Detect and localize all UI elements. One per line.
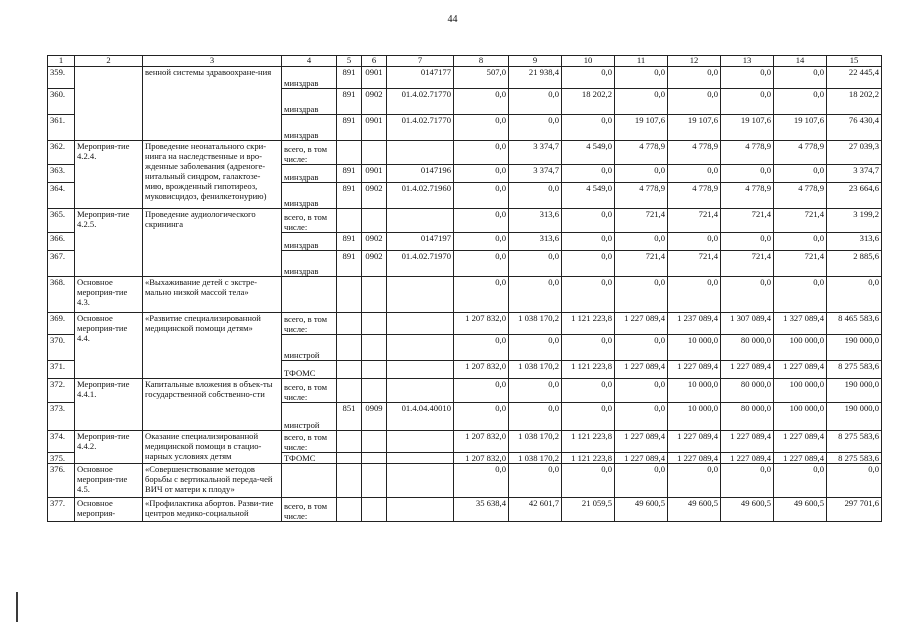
- measure-description: Капитальные вложения в объек-ты государственной собственно-сти: [143, 379, 282, 431]
- value-cell-col-15: 190 000,0: [827, 335, 882, 361]
- value-cell-col-14: 0,0: [774, 277, 827, 313]
- code-target-article: [387, 379, 454, 403]
- value-cell-col-8: 0,0: [454, 115, 509, 141]
- code-grbs: 891: [337, 233, 362, 251]
- funding-source: минздрав: [282, 165, 337, 183]
- code-target-article: [387, 313, 454, 335]
- row-number: 372.: [48, 379, 75, 403]
- code-target-article: 0147197: [387, 233, 454, 251]
- row-number: 368.: [48, 277, 75, 313]
- measure-name: Мероприя-тие 4.2.4.: [75, 141, 143, 209]
- value-cell-col-14: 1 227 089,4: [774, 453, 827, 464]
- row-number: 365.: [48, 209, 75, 233]
- code-target-article: [387, 431, 454, 453]
- value-cell-col-12: 0,0: [668, 464, 721, 498]
- funding-source: минстрой: [282, 335, 337, 361]
- code-section: [362, 498, 387, 522]
- value-cell-col-9: 313,6: [509, 209, 562, 233]
- code-grbs: [337, 431, 362, 453]
- value-cell-col-8: 0,0: [454, 141, 509, 165]
- value-cell-col-12: 4 778,9: [668, 183, 721, 209]
- value-cell-col-9: 0,0: [509, 379, 562, 403]
- funding-source: минздрав: [282, 115, 337, 141]
- code-target-article: 01.4.04.40010: [387, 403, 454, 431]
- scan-edge-mark: [16, 592, 18, 622]
- code-grbs: [337, 141, 362, 165]
- value-cell-col-10: 0,0: [562, 209, 615, 233]
- value-cell-col-14: 4 778,9: [774, 183, 827, 209]
- code-section: [362, 335, 387, 361]
- measure-name: [75, 67, 143, 141]
- value-cell-col-8: 0,0: [454, 209, 509, 233]
- code-grbs: [337, 361, 362, 379]
- value-cell-col-13: 1 307 089,4: [721, 313, 774, 335]
- measure-description: «Профилактика абортов. Разви-тие центров медико-социальной: [143, 498, 282, 522]
- code-grbs: [337, 335, 362, 361]
- row-number: 364.: [48, 183, 75, 209]
- value-cell-col-11: 0,0: [615, 89, 668, 115]
- value-cell-col-12: 721,4: [668, 251, 721, 277]
- value-cell-col-11: 1 227 089,4: [615, 361, 668, 379]
- value-cell-col-12: 1 227 089,4: [668, 431, 721, 453]
- measure-description: «Развитие специализированной медицинской помощи детям»: [143, 313, 282, 379]
- value-cell-col-10: 0,0: [562, 165, 615, 183]
- value-cell-col-8: 1 207 832,0: [454, 453, 509, 464]
- row-number: 370.: [48, 335, 75, 361]
- funding-source: всего, в том числе:: [282, 209, 337, 233]
- code-grbs: 891: [337, 67, 362, 89]
- code-section: 0902: [362, 251, 387, 277]
- value-cell-col-11: 1 227 089,4: [615, 431, 668, 453]
- code-grbs: [337, 277, 362, 313]
- funding-source: минздрав: [282, 251, 337, 277]
- value-cell-col-15: 18 202,2: [827, 89, 882, 115]
- value-cell-col-12: 10 000,0: [668, 335, 721, 361]
- value-cell-col-10: 18 202,2: [562, 89, 615, 115]
- code-section: 0902: [362, 183, 387, 209]
- value-cell-col-13: 4 778,9: [721, 141, 774, 165]
- value-cell-col-14: 1 227 089,4: [774, 431, 827, 453]
- value-cell-col-15: 3 199,2: [827, 209, 882, 233]
- value-cell-col-12: 0,0: [668, 165, 721, 183]
- measure-description: «Выхаживание детей с экстре-мально низкой массой тела»: [143, 277, 282, 313]
- code-target-article: 01.4.02.71960: [387, 183, 454, 209]
- value-cell-col-12: 10 000,0: [668, 403, 721, 431]
- value-cell-col-15: 8 275 583,6: [827, 361, 882, 379]
- row-number: 359.: [48, 67, 75, 89]
- value-cell-col-9: 1 038 170,2: [509, 361, 562, 379]
- value-cell-col-10: 1 121 223,8: [562, 313, 615, 335]
- code-target-article: [387, 277, 454, 313]
- value-cell-col-13: 19 107,6: [721, 115, 774, 141]
- value-cell-col-10: 0,0: [562, 115, 615, 141]
- code-section: [362, 464, 387, 498]
- table-row: [48, 277, 882, 313]
- code-grbs: 891: [337, 89, 362, 115]
- measure-name: Основное мероприя-тие 4.3.: [75, 277, 143, 313]
- value-cell-col-8: 1 207 832,0: [454, 313, 509, 335]
- code-section: [362, 209, 387, 233]
- code-section: [362, 141, 387, 165]
- code-target-article: 01.4.02.71770: [387, 89, 454, 115]
- header-cell-11: 11: [615, 56, 668, 67]
- header-cell-12: 12: [668, 56, 721, 67]
- header-cell-4: 4: [282, 56, 337, 67]
- code-section: [362, 379, 387, 403]
- code-grbs: [337, 464, 362, 498]
- header-cell-6: 6: [362, 56, 387, 67]
- value-cell-col-11: 49 600,5: [615, 498, 668, 522]
- value-cell-col-13: 0,0: [721, 464, 774, 498]
- value-cell-col-8: 0,0: [454, 165, 509, 183]
- value-cell-col-14: 100 000,0: [774, 379, 827, 403]
- funding-source: минздрав: [282, 183, 337, 209]
- row-number: 367.: [48, 251, 75, 277]
- code-grbs: [337, 379, 362, 403]
- value-cell-col-10: 0,0: [562, 379, 615, 403]
- row-number: 371.: [48, 361, 75, 379]
- measure-name: Основное мероприя-тие 4.5.: [75, 464, 143, 498]
- code-target-article: [387, 464, 454, 498]
- table-row: [48, 464, 882, 498]
- value-cell-col-10: 21 059,5: [562, 498, 615, 522]
- value-cell-col-12: 0,0: [668, 89, 721, 115]
- value-cell-col-13: 4 778,9: [721, 183, 774, 209]
- code-grbs: [337, 313, 362, 335]
- value-cell-col-15: 190 000,0: [827, 403, 882, 431]
- funding-source: всего, в том числе:: [282, 498, 337, 522]
- value-cell-col-9: 1 038 170,2: [509, 453, 562, 464]
- code-target-article: 0147196: [387, 165, 454, 183]
- header-cell-1: 1: [48, 56, 75, 67]
- code-section: [362, 313, 387, 335]
- header-cell-10: 10: [562, 56, 615, 67]
- funding-source: минздрав: [282, 89, 337, 115]
- funding-source: всего, в том числе:: [282, 431, 337, 453]
- value-cell-col-9: 0,0: [509, 335, 562, 361]
- value-cell-col-12: 1 227 089,4: [668, 453, 721, 464]
- value-cell-col-15: 190 000,0: [827, 379, 882, 403]
- code-target-article: [387, 141, 454, 165]
- header-cell-8: 8: [454, 56, 509, 67]
- value-cell-col-15: 297 701,6: [827, 498, 882, 522]
- value-cell-col-14: 0,0: [774, 165, 827, 183]
- value-cell-col-15: 27 039,3: [827, 141, 882, 165]
- value-cell-col-8: 0,0: [454, 335, 509, 361]
- funding-source: всего, в том числе:: [282, 313, 337, 335]
- measure-description: «Совершенствование методов борьбы с вертикальной переда-чей ВИЧ от матери к плоду»: [143, 464, 282, 498]
- table-body: [48, 56, 882, 522]
- value-cell-col-9: 0,0: [509, 115, 562, 141]
- code-section: [362, 431, 387, 453]
- code-grbs: 891: [337, 115, 362, 141]
- row-number: 369.: [48, 313, 75, 335]
- value-cell-col-15: 8 465 583,6: [827, 313, 882, 335]
- code-target-article: [387, 361, 454, 379]
- value-cell-col-13: 721,4: [721, 251, 774, 277]
- row-number: 362.: [48, 141, 75, 165]
- code-target-article: [387, 453, 454, 464]
- code-grbs: 891: [337, 183, 362, 209]
- row-number: 360.: [48, 89, 75, 115]
- value-cell-col-11: 0,0: [615, 335, 668, 361]
- value-cell-col-9: 0,0: [509, 464, 562, 498]
- value-cell-col-10: 1 121 223,8: [562, 361, 615, 379]
- value-cell-col-15: 8 275 583,6: [827, 431, 882, 453]
- table-row: [48, 141, 882, 165]
- header-cell-15: 15: [827, 56, 882, 67]
- row-number: 374.: [48, 431, 75, 453]
- header-cell-2: 2: [75, 56, 143, 67]
- value-cell-col-9: 0,0: [509, 89, 562, 115]
- header-cell-7: 7: [387, 56, 454, 67]
- value-cell-col-11: 1 227 089,4: [615, 453, 668, 464]
- value-cell-col-11: 0,0: [615, 379, 668, 403]
- value-cell-col-15: 0,0: [827, 464, 882, 498]
- measure-description: Оказание специализированной медицинской помощи в стацио-нарных условиях детям: [143, 431, 282, 464]
- value-cell-col-8: 0,0: [454, 403, 509, 431]
- value-cell-col-9: 0,0: [509, 251, 562, 277]
- row-number: 361.: [48, 115, 75, 141]
- value-cell-col-11: 0,0: [615, 277, 668, 313]
- value-cell-col-15: 23 664,6: [827, 183, 882, 209]
- value-cell-col-8: 0,0: [454, 379, 509, 403]
- code-grbs: [337, 209, 362, 233]
- value-cell-col-11: 0,0: [615, 403, 668, 431]
- value-cell-col-10: 0,0: [562, 233, 615, 251]
- value-cell-col-13: 49 600,5: [721, 498, 774, 522]
- value-cell-col-12: 49 600,5: [668, 498, 721, 522]
- value-cell-col-8: 507,0: [454, 67, 509, 89]
- value-cell-col-11: 4 778,9: [615, 141, 668, 165]
- value-cell-col-14: 4 778,9: [774, 141, 827, 165]
- code-section: [362, 277, 387, 313]
- value-cell-col-10: 0,0: [562, 464, 615, 498]
- value-cell-col-14: 19 107,6: [774, 115, 827, 141]
- value-cell-col-12: 0,0: [668, 67, 721, 89]
- funding-source: всего, в том числе:: [282, 141, 337, 165]
- header-cell-9: 9: [509, 56, 562, 67]
- code-section: 0902: [362, 233, 387, 251]
- value-cell-col-15: 8 275 583,6: [827, 453, 882, 464]
- budget-table: [47, 55, 882, 522]
- value-cell-col-15: 3 374,7: [827, 165, 882, 183]
- value-cell-col-11: 721,4: [615, 209, 668, 233]
- code-target-article: [387, 209, 454, 233]
- value-cell-col-14: 0,0: [774, 233, 827, 251]
- value-cell-col-11: 1 227 089,4: [615, 313, 668, 335]
- value-cell-col-10: 4 549,0: [562, 141, 615, 165]
- measure-description: Проведение аудиологического скрининга: [143, 209, 282, 277]
- table-row: [48, 498, 882, 522]
- funding-source: [282, 464, 337, 498]
- code-target-article: 01.4.02.71970: [387, 251, 454, 277]
- value-cell-col-9: 3 374,7: [509, 165, 562, 183]
- value-cell-col-12: 1 227 089,4: [668, 361, 721, 379]
- measure-name: Мероприя-тие 4.4.2.: [75, 431, 143, 464]
- header-cell-3: 3: [143, 56, 282, 67]
- value-cell-col-9: 1 038 170,2: [509, 313, 562, 335]
- value-cell-col-8: 1 207 832,0: [454, 431, 509, 453]
- value-cell-col-14: 1 227 089,4: [774, 361, 827, 379]
- value-cell-col-9: 0,0: [509, 183, 562, 209]
- value-cell-col-10: 0,0: [562, 251, 615, 277]
- value-cell-col-11: 0,0: [615, 165, 668, 183]
- row-number: 363.: [48, 165, 75, 183]
- code-section: 0902: [362, 89, 387, 115]
- value-cell-col-14: 100 000,0: [774, 335, 827, 361]
- value-cell-col-14: 721,4: [774, 251, 827, 277]
- value-cell-col-11: 0,0: [615, 67, 668, 89]
- table-row: [48, 431, 882, 453]
- table-row: [48, 209, 882, 233]
- row-number: 366.: [48, 233, 75, 251]
- value-cell-col-9: 42 601,7: [509, 498, 562, 522]
- funding-source: ТФОМС: [282, 453, 337, 464]
- value-cell-col-12: 721,4: [668, 209, 721, 233]
- value-cell-col-8: 35 638,4: [454, 498, 509, 522]
- row-number: 377.: [48, 498, 75, 522]
- table-row: [48, 67, 882, 89]
- value-cell-col-10: 0,0: [562, 335, 615, 361]
- page-number: 44: [447, 14, 458, 25]
- value-cell-col-8: 0,0: [454, 233, 509, 251]
- value-cell-col-12: 4 778,9: [668, 141, 721, 165]
- value-cell-col-13: 0,0: [721, 233, 774, 251]
- value-cell-col-8: 0,0: [454, 89, 509, 115]
- value-cell-col-15: 76 430,4: [827, 115, 882, 141]
- value-cell-col-13: 1 227 089,4: [721, 431, 774, 453]
- value-cell-col-9: 1 038 170,2: [509, 431, 562, 453]
- funding-source: всего, в том числе:: [282, 379, 337, 403]
- value-cell-col-15: 2 885,6: [827, 251, 882, 277]
- value-cell-col-15: 313,6: [827, 233, 882, 251]
- code-section: 0909: [362, 403, 387, 431]
- value-cell-col-10: 1 121 223,8: [562, 453, 615, 464]
- value-cell-col-8: 0,0: [454, 183, 509, 209]
- value-cell-col-9: 313,6: [509, 233, 562, 251]
- row-number: 375.: [48, 453, 75, 464]
- value-cell-col-10: 0,0: [562, 67, 615, 89]
- value-cell-col-14: 1 327 089,4: [774, 313, 827, 335]
- measure-name: Основное мероприя-тие 4.4.: [75, 313, 143, 379]
- value-cell-col-14: 0,0: [774, 67, 827, 89]
- value-cell-col-13: 0,0: [721, 67, 774, 89]
- value-cell-col-13: 0,0: [721, 165, 774, 183]
- header-cell-5: 5: [337, 56, 362, 67]
- value-cell-col-12: 0,0: [668, 233, 721, 251]
- measure-description: Проведение неонатального скри-нинга на наследственные и вро-жденные заболевания (адреноге-нитальный синдром, галактозе-мию, врожденный гипотиреоз, муковисцидоз, фенилкетонурию): [143, 141, 282, 209]
- header-cell-13: 13: [721, 56, 774, 67]
- code-section: 0901: [362, 115, 387, 141]
- value-cell-col-12: 10 000,0: [668, 379, 721, 403]
- code-target-article: [387, 335, 454, 361]
- code-target-article: [387, 498, 454, 522]
- row-number: 373.: [48, 403, 75, 431]
- value-cell-col-13: 1 227 089,4: [721, 453, 774, 464]
- value-cell-col-11: 0,0: [615, 464, 668, 498]
- code-section: [362, 361, 387, 379]
- value-cell-col-9: 0,0: [509, 277, 562, 313]
- value-cell-col-10: 0,0: [562, 403, 615, 431]
- value-cell-col-9: 3 374,7: [509, 141, 562, 165]
- measure-name: Мероприя-тие 4.4.1.: [75, 379, 143, 431]
- code-grbs: [337, 453, 362, 464]
- value-cell-col-8: 0,0: [454, 464, 509, 498]
- value-cell-col-13: 1 227 089,4: [721, 361, 774, 379]
- value-cell-col-9: 0,0: [509, 403, 562, 431]
- value-cell-col-14: 49 600,5: [774, 498, 827, 522]
- value-cell-col-13: 80 000,0: [721, 379, 774, 403]
- measure-name: Основное мероприя-: [75, 498, 143, 522]
- value-cell-col-11: 19 107,6: [615, 115, 668, 141]
- funding-source: [282, 277, 337, 313]
- value-cell-col-11: 721,4: [615, 251, 668, 277]
- code-grbs: 851: [337, 403, 362, 431]
- value-cell-col-10: 1 121 223,8: [562, 431, 615, 453]
- code-grbs: 891: [337, 165, 362, 183]
- value-cell-col-12: 0,0: [668, 277, 721, 313]
- value-cell-col-14: 721,4: [774, 209, 827, 233]
- value-cell-col-10: 0,0: [562, 277, 615, 313]
- value-cell-col-8: 0,0: [454, 277, 509, 313]
- code-section: [362, 453, 387, 464]
- value-cell-col-12: 19 107,6: [668, 115, 721, 141]
- funding-source: ТФОМС: [282, 361, 337, 379]
- value-cell-col-13: 80 000,0: [721, 403, 774, 431]
- value-cell-col-9: 21 938,4: [509, 67, 562, 89]
- value-cell-col-14: 100 000,0: [774, 403, 827, 431]
- code-section: 0901: [362, 165, 387, 183]
- measure-name: Мероприя-тие 4.2.5.: [75, 209, 143, 277]
- funding-source: минздрав: [282, 233, 337, 251]
- value-cell-col-8: 0,0: [454, 251, 509, 277]
- value-cell-col-14: 0,0: [774, 89, 827, 115]
- value-cell-col-15: 22 445,4: [827, 67, 882, 89]
- funding-source: минздрав: [282, 67, 337, 89]
- value-cell-col-13: 80 000,0: [721, 335, 774, 361]
- table-row: [48, 313, 882, 335]
- value-cell-col-10: 4 549,0: [562, 183, 615, 209]
- code-section: 0901: [362, 67, 387, 89]
- code-grbs: [337, 498, 362, 522]
- value-cell-col-11: 4 778,9: [615, 183, 668, 209]
- row-number: 376.: [48, 464, 75, 498]
- value-cell-col-13: 0,0: [721, 277, 774, 313]
- measure-description: венной системы здравоохране-ния: [143, 67, 282, 141]
- value-cell-col-13: 0,0: [721, 89, 774, 115]
- code-grbs: 891: [337, 251, 362, 277]
- table-row: [48, 379, 882, 403]
- value-cell-col-12: 1 237 089,4: [668, 313, 721, 335]
- header-row: [48, 56, 882, 67]
- code-target-article: 0147177: [387, 67, 454, 89]
- value-cell-col-14: 0,0: [774, 464, 827, 498]
- code-target-article: 01.4.02.71770: [387, 115, 454, 141]
- value-cell-col-11: 0,0: [615, 233, 668, 251]
- funding-source: минстрой: [282, 403, 337, 431]
- value-cell-col-13: 721,4: [721, 209, 774, 233]
- value-cell-col-8: 1 207 832,0: [454, 361, 509, 379]
- value-cell-col-15: 0,0: [827, 277, 882, 313]
- header-cell-14: 14: [774, 56, 827, 67]
